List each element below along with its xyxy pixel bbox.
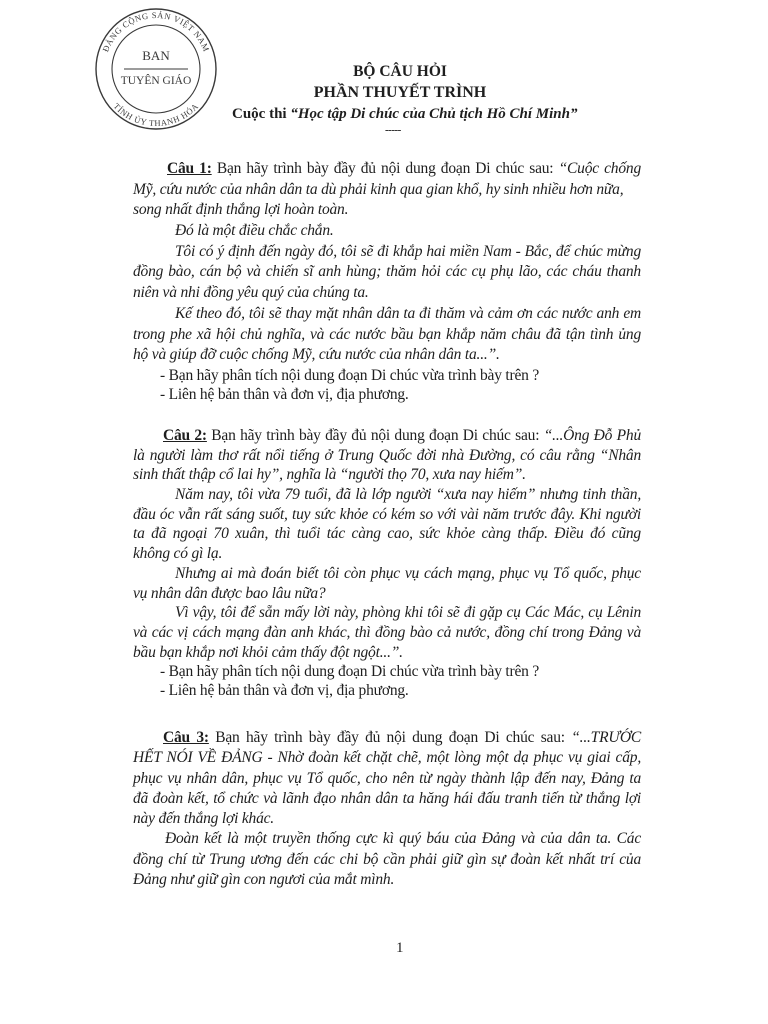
page-number: 1 (396, 940, 404, 956)
quote-line: Đó là một điều chắc chắn. (175, 222, 334, 240)
quote-line: ta đã ngoại 70 xuân, thì tuổi tác càng cao, sức khỏe càng thấp. Điều đó cũng (133, 525, 641, 543)
quote-line: phục vụ nhân dân, phục vụ Tổ quốc, cho nên từ ngày thành lập đến nay, Đảng ta (133, 769, 641, 787)
quote-line: sinh thất thập cổ lai hy”, nghĩa là “người thọ 70, xưa nay hiếm”. (133, 466, 526, 484)
question-label: Câu 1: (167, 160, 212, 177)
seal-center-line1: BAN (142, 48, 170, 63)
quote-line: không có gì lạ. (133, 545, 223, 563)
seal-ring-top-text: ĐẢNG CỘNG SẢN VIỆT NAM (100, 9, 212, 54)
quote-line: bầu bạn khắp nơi khỏi cảm thấy đột ngột...”. (133, 643, 403, 661)
party-seal (94, 7, 218, 131)
quote-line: HẾT NÓI VỀ ĐẢNG - Nhờ đoàn kết chặt chẽ, một lòng một dạ phục vụ giai cấp, (133, 749, 641, 767)
quote-line: và các vị cách mạng đàn anh khác, thì đồng bào cả nước, đồng chí trong Đảng và (133, 623, 641, 641)
quote-open: “...TRƯỚC (571, 729, 641, 746)
quote-line: Vì vậy, tôi để sẵn mấy lời này, phòng khi tôi sẽ đi gặp cụ Các Mác, cụ Lênin (175, 604, 641, 622)
quote-line: Tôi có ý định đến ngày đó, tôi sẽ đi khắp hai miền Nam - Bắc, để chúc mừng (175, 242, 641, 260)
quote-line: vụ nhân dân được bao lâu nữa? (133, 584, 326, 602)
quote-open: “...Ông Đỗ Phủ (543, 427, 641, 444)
quote-line: đầu óc vẫn rất sáng suốt, tuy sức khỏe có kém so với vài năm trước đây. Khi người (133, 505, 641, 523)
quote-line: này đến thắng lợi khác. (133, 810, 274, 828)
quote-line: đã đoàn kết, tổ chức và lãnh đạo nhân dân ta hăng hái đấu tranh tiến từ thắng lợi (133, 789, 641, 807)
contest-name: “Học tập Di chúc của Chủ tịch Hồ Chí Minh” (290, 106, 578, 122)
task-item: - Liên hệ bản thân và đơn vị, địa phương. (160, 682, 409, 700)
question-2 (133, 426, 641, 700)
quote-line: trong phe xã hội chủ nghĩa, và các nước bầu bạn khắp năm châu đã tận tình ủng (133, 325, 641, 343)
quote-line: là người làm thơ rất nổi tiếng ở Trung Quốc đời nhà Đường, có câu rằng “Nhân (133, 446, 641, 464)
header-divider: ----- (385, 124, 401, 136)
contest-line (232, 106, 577, 123)
quote-line: niên và nhi đồng yêu quý của chúng ta. (133, 284, 369, 302)
seal-center-line2: TUYÊN GIÁO (120, 75, 192, 87)
quote-line: Đoàn kết là một truyền thống cực kì quý báu của Đảng và của dân ta. Các (165, 830, 641, 848)
contest-prefix: Cuộc thi (232, 106, 291, 122)
quote-line: Nhưng ai mà đoán biết tôi còn phục vụ cách mạng, phục vụ Tổ quốc, phục (175, 564, 641, 582)
question-heading (133, 159, 641, 180)
quote-line: đồng bào, cán bộ và chiến sĩ anh hùng; thăm hỏi các cụ phụ lão, các cháu thanh (133, 263, 641, 281)
question-prompt: Bạn hãy trình bày đầy đủ nội dung đoạn Di chúc sau: (208, 729, 572, 746)
quote-line: Đảng như giữ gìn con ngươi của mắt mình. (133, 871, 395, 889)
quote-line: Năm nay, tôi vừa 79 tuổi, đã là lớp người “xưa nay hiếm” nhưng tinh thần, (175, 486, 641, 504)
document-title: BỘ CÂU HỎI (353, 63, 447, 80)
quote-line: song nhất định thắng lợi hoàn toàn. (133, 201, 349, 219)
question-heading (133, 426, 641, 446)
question-1 (133, 159, 641, 404)
quote-open: “Cuộc chống (558, 160, 641, 177)
question-label: Câu 2: (163, 427, 207, 444)
task-item: - Bạn hãy phân tích nội dung đoạn Di chúc vừa trình bày trên ? (160, 663, 540, 681)
quote-line: hộ và giúp đỡ cuộc chống Mỹ, cứu nước của nhân dân ta...”. (133, 346, 500, 364)
question-prompt: Bạn hãy trình bày đầy đủ nội dung đoạn Di chúc sau: (211, 160, 559, 177)
quote-line: Kế theo đó, tôi sẽ thay mặt nhân dân ta đi thăm và cảm ơn các nước anh em (175, 304, 641, 322)
question-label: Câu 3: (163, 729, 209, 746)
question-3 (133, 728, 641, 890)
task-item: - Bạn hãy phân tích nội dung đoạn Di chúc vừa trình bày trên ? (160, 366, 540, 384)
question-prompt: Bạn hãy trình bày đầy đủ nội dung đoạn Di chúc sau: (206, 427, 544, 444)
seal-ring-bottom-text: TỈNH ỦY THANH HÓA (111, 100, 201, 129)
question-heading (133, 728, 641, 748)
svg-text:ĐẢNG CỘNG SẢN VIỆT NAM (100, 10, 212, 53)
quote-line: Mỹ, cứu nước của nhân dân ta dù phải kinh qua gian khổ, hy sinh nhiều hơn nữa, (133, 180, 624, 198)
task-item: - Liên hệ bản thân và đơn vị, địa phương. (160, 385, 409, 403)
svg-text:TỈNH ỦY THANH HÓA (112, 101, 201, 128)
quote-line: đồng chí từ Trung ương đến các chi bộ cần phải giữ gìn sự đoàn kết nhất trí của (133, 850, 641, 868)
document-subtitle: PHẦN THUYẾT TRÌNH (313, 84, 487, 101)
